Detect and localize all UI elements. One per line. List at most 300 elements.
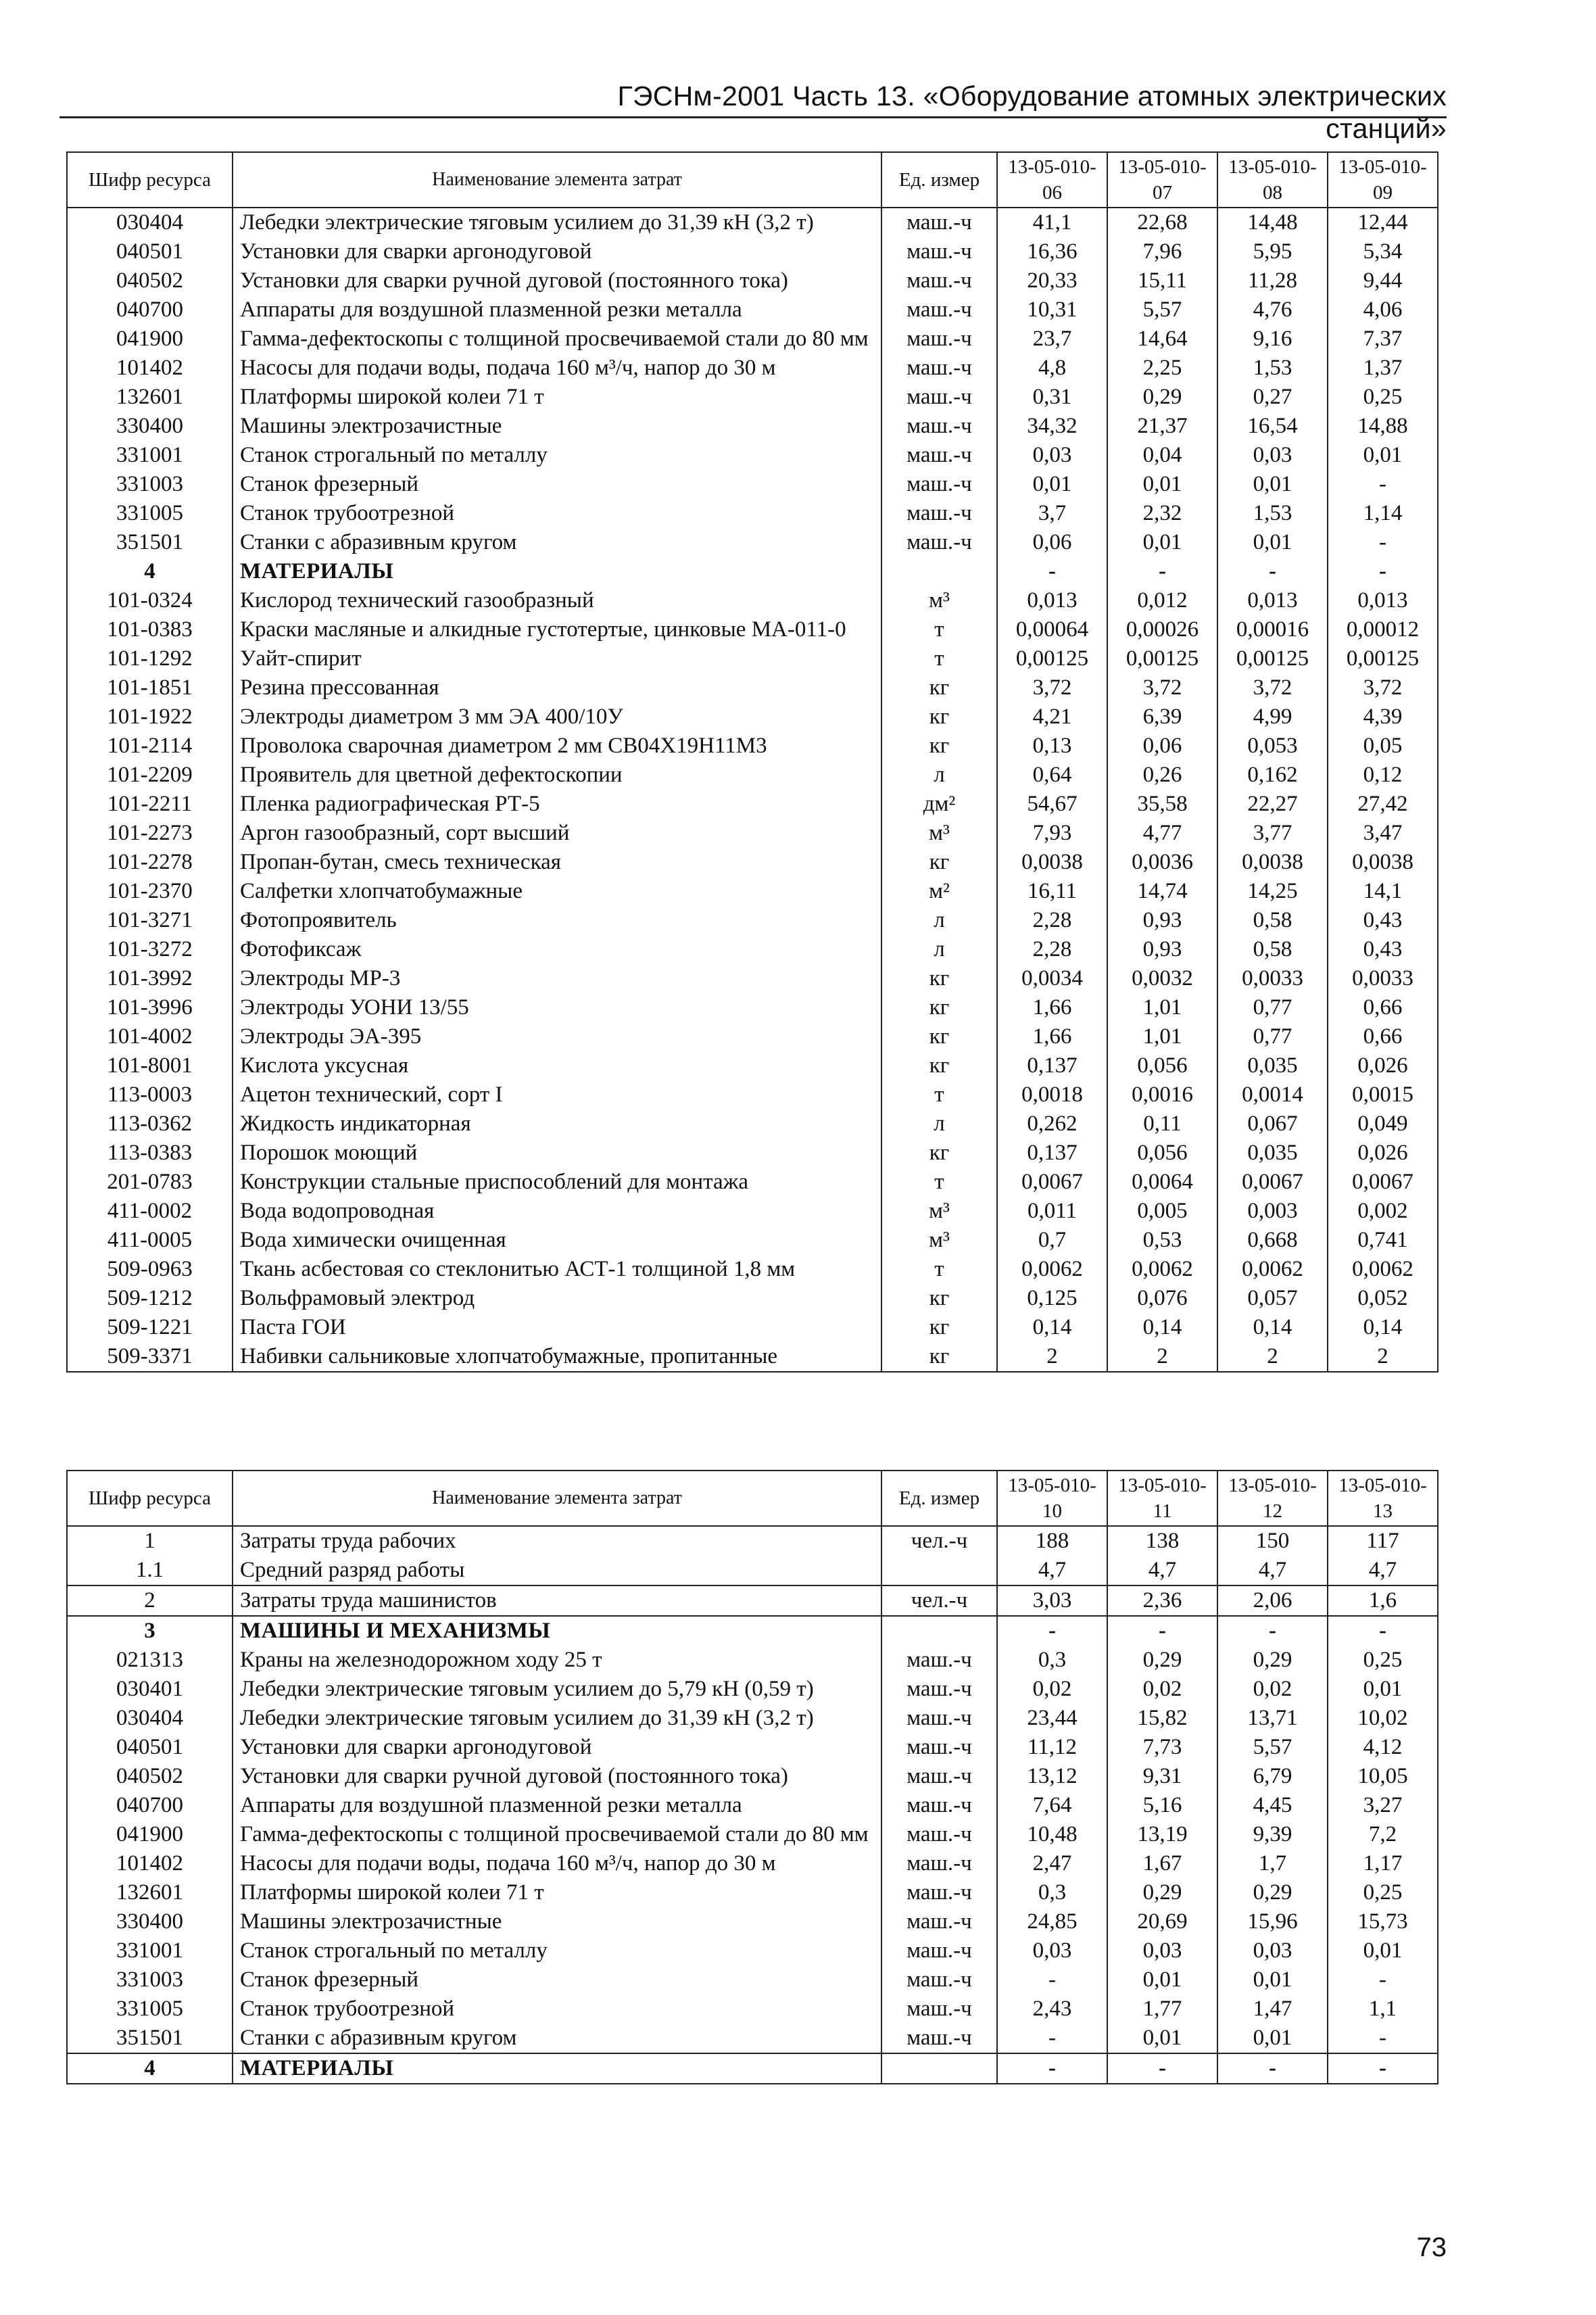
value-cell: 3,72	[997, 673, 1107, 702]
value-cell: 0,053	[1217, 732, 1328, 761]
resource-code: 101402	[67, 354, 233, 383]
resource-code: 040700	[67, 295, 233, 325]
unit-cell: чел.-ч	[881, 1585, 997, 1616]
value-cell: 0,05	[1328, 732, 1438, 761]
value-cell: 3,03	[997, 1585, 1107, 1616]
value-cell: 0,005	[1107, 1197, 1217, 1226]
value-cell: 35,58	[1107, 790, 1217, 819]
value-cell: 0,067	[1217, 1109, 1328, 1139]
unit-cell: маш.-ч	[881, 412, 997, 441]
value-cell: -	[1328, 2053, 1438, 2084]
unit-cell: маш.-ч	[881, 1646, 997, 1675]
unit-cell: кг	[881, 732, 997, 761]
resource-name: Лебедки электрические тяговым усилием до 31,39 кН (3,2 т)	[233, 1704, 881, 1733]
value-cell: 9,31	[1107, 1762, 1217, 1791]
value-cell: 0,003	[1217, 1197, 1328, 1226]
resource-name: Затраты труда машинистов	[233, 1585, 881, 1616]
table-row	[67, 1878, 1438, 1907]
value-cell: 0,035	[1217, 1139, 1328, 1168]
value-cell: 3,72	[1217, 673, 1328, 702]
value-cell: 0,125	[997, 1284, 1107, 1313]
table-row	[67, 1226, 1438, 1255]
value-cell: 0,137	[997, 1051, 1107, 1080]
unit-cell: маш.-ч	[881, 1791, 997, 1820]
value-cell: 0,01	[1107, 1965, 1217, 1995]
resource-name: Уайт-спирит	[233, 644, 881, 673]
value-cell: 3,77	[1217, 819, 1328, 848]
value-cell: 0,03	[1217, 441, 1328, 470]
resource-name: Проволока сварочная диаметром 2 мм СВ04Х19Н11М3	[233, 732, 881, 761]
value-cell: -	[1217, 1616, 1328, 1646]
column-header-code: Шифр ресурса	[67, 1471, 233, 1526]
value-cell: 2	[1107, 1342, 1217, 1372]
resource-name: Вода водопроводная	[233, 1197, 881, 1226]
column-header-unit: Ед. измер	[881, 1471, 997, 1526]
table-row	[67, 499, 1438, 528]
value-cell: 188	[997, 1526, 1107, 1556]
value-cell: 20,33	[997, 266, 1107, 295]
value-cell: 0,27	[1217, 383, 1328, 412]
value-cell: 0,002	[1328, 1197, 1438, 1226]
value-cell: 0,026	[1328, 1051, 1438, 1080]
table-row	[67, 1936, 1438, 1965]
value-cell: 0,01	[1107, 528, 1217, 557]
value-cell: 5,34	[1328, 237, 1438, 266]
unit-cell: м³	[881, 1197, 997, 1226]
value-cell: 0,25	[1328, 1646, 1438, 1675]
value-cell: 0,0018	[997, 1080, 1107, 1109]
value-cell: 1,01	[1107, 1022, 1217, 1051]
value-cell: 0,668	[1217, 1226, 1328, 1255]
resource-code: 351501	[67, 2024, 233, 2053]
resource-name: Ткань асбестовая со стеклонитью АСТ-1 толщиной 1,8 мм	[233, 1255, 881, 1284]
value-cell: 0,43	[1328, 906, 1438, 935]
value-cell: 4,99	[1217, 702, 1328, 732]
value-cell: 1,66	[997, 1022, 1107, 1051]
resource-code: 509-0963	[67, 1255, 233, 1284]
value-cell: 16,11	[997, 877, 1107, 906]
value-cell: 2,47	[997, 1849, 1107, 1878]
resource-name: Аппараты для воздушной плазменной резки металла	[233, 1791, 881, 1820]
value-cell: 0,00125	[1328, 644, 1438, 673]
unit-cell	[881, 1556, 997, 1585]
table-row	[67, 586, 1438, 615]
value-cell: 3,72	[1107, 673, 1217, 702]
unit-cell: кг	[881, 1342, 997, 1372]
value-cell: 0,66	[1328, 993, 1438, 1022]
value-cell: 0,013	[1328, 586, 1438, 615]
resource-code: 351501	[67, 528, 233, 557]
table-row	[67, 1284, 1438, 1313]
table-row	[67, 1646, 1438, 1675]
resource-name: Станок трубоотрезной	[233, 499, 881, 528]
value-cell: 0,076	[1107, 1284, 1217, 1313]
table-row	[67, 1965, 1438, 1995]
table-row	[67, 993, 1438, 1022]
table-row	[67, 1585, 1438, 1616]
table-row	[67, 1051, 1438, 1080]
value-cell: 0,011	[997, 1197, 1107, 1226]
value-cell: 5,95	[1217, 237, 1328, 266]
table-body	[67, 208, 1438, 1372]
column-header-norm-code: 13-05-010-09	[1328, 152, 1438, 208]
value-cell: 0,0014	[1217, 1080, 1328, 1109]
resource-code: 132601	[67, 1878, 233, 1907]
resource-name: Набивки сальниковые хлопчатобумажные, пропитанные	[233, 1342, 881, 1372]
value-cell: 2,32	[1107, 499, 1217, 528]
unit-cell: маш.-ч	[881, 441, 997, 470]
table-row	[67, 325, 1438, 354]
resource-name: Резина прессованная	[233, 673, 881, 702]
value-cell: 0,01	[1217, 528, 1328, 557]
unit-cell: маш.-ч	[881, 1704, 997, 1733]
value-cell: 4,76	[1217, 295, 1328, 325]
table-row	[67, 877, 1438, 906]
table-row	[67, 964, 1438, 993]
resource-code: 331003	[67, 1965, 233, 1995]
value-cell: 0,0067	[1217, 1168, 1328, 1197]
value-cell: 0,0067	[997, 1168, 1107, 1197]
value-cell: 0,262	[997, 1109, 1107, 1139]
resource-code: 101-0383	[67, 615, 233, 644]
value-cell: 14,48	[1217, 208, 1328, 237]
resource-code: 101-2273	[67, 819, 233, 848]
unit-cell: маш.-ч	[881, 528, 997, 557]
resource-name: Станки с абразивным кругом	[233, 528, 881, 557]
value-cell: 0,93	[1107, 935, 1217, 964]
value-cell: 13,71	[1217, 1704, 1328, 1733]
value-cell: 15,96	[1217, 1907, 1328, 1936]
resource-name: Средний разряд работы	[233, 1556, 881, 1585]
value-cell: -	[997, 2024, 1107, 2053]
value-cell: 7,73	[1107, 1733, 1217, 1762]
unit-cell: маш.-ч	[881, 1762, 997, 1791]
table-row	[67, 266, 1438, 295]
value-cell: -	[997, 1965, 1107, 1995]
value-cell: 0,29	[1217, 1646, 1328, 1675]
value-cell: 1,53	[1217, 354, 1328, 383]
value-cell: 0,049	[1328, 1109, 1438, 1139]
unit-cell: маш.-ч	[881, 1849, 997, 1878]
unit-cell: кг	[881, 1313, 997, 1342]
value-cell: 0,0016	[1107, 1080, 1217, 1109]
unit-cell: кг	[881, 1284, 997, 1313]
value-cell: 11,12	[997, 1733, 1107, 1762]
unit-cell: маш.-ч	[881, 470, 997, 499]
unit-cell: маш.-ч	[881, 237, 997, 266]
resource-name: Краски масляные и алкидные густотертые, цинковые МА-011-0	[233, 615, 881, 644]
value-cell: 0,012	[1107, 586, 1217, 615]
value-cell: 0,013	[997, 586, 1107, 615]
value-cell: 5,57	[1107, 295, 1217, 325]
value-cell: 0,7	[997, 1226, 1107, 1255]
unit-cell: м³	[881, 586, 997, 615]
value-cell: 9,39	[1217, 1820, 1328, 1849]
value-cell: 12,44	[1328, 208, 1438, 237]
unit-cell: кг	[881, 964, 997, 993]
section-row	[67, 1616, 1438, 1646]
value-cell: 4,7	[1217, 1556, 1328, 1585]
value-cell: 2,28	[997, 935, 1107, 964]
resource-code: 509-1221	[67, 1313, 233, 1342]
value-cell: 1,77	[1107, 1995, 1217, 2024]
table-row	[67, 208, 1438, 237]
value-cell: 0,0038	[1217, 848, 1328, 877]
value-cell: 15,82	[1107, 1704, 1217, 1733]
table-row	[67, 470, 1438, 499]
table-row	[67, 1139, 1438, 1168]
value-cell: 0,01	[1217, 2024, 1328, 2053]
resource-table-2	[66, 1470, 1438, 2084]
value-cell: 0,00064	[997, 615, 1107, 644]
value-cell: 0,03	[1107, 1936, 1217, 1965]
table-row	[67, 1791, 1438, 1820]
resource-name: Электроды диаметром 3 мм ЭА 400/10У	[233, 702, 881, 732]
value-cell: 14,88	[1328, 412, 1438, 441]
value-cell: -	[997, 2053, 1107, 2084]
column-header-norm-code: 13-05-010-13	[1328, 1471, 1438, 1526]
resource-name: Машины электрозачистные	[233, 412, 881, 441]
value-cell: 9,44	[1328, 266, 1438, 295]
unit-cell: м³	[881, 1226, 997, 1255]
resource-code: 331005	[67, 499, 233, 528]
table-row	[67, 1526, 1438, 1556]
table-row	[67, 1255, 1438, 1284]
resource-name: Краны на железнодорожном ходу 25 т	[233, 1646, 881, 1675]
column-header-norm-code: 13-05-010-07	[1107, 152, 1217, 208]
resource-code: 101-8001	[67, 1051, 233, 1080]
resource-code: 2	[67, 1585, 233, 1616]
resource-name: Станок фрезерный	[233, 470, 881, 499]
resource-code: 101-0324	[67, 586, 233, 615]
value-cell: 0,01	[1217, 470, 1328, 499]
value-cell: 0,58	[1217, 906, 1328, 935]
unit-cell: кг	[881, 673, 997, 702]
resource-code: 1	[67, 1526, 233, 1556]
table-row	[67, 1675, 1438, 1704]
value-cell: 0,01	[1217, 1965, 1328, 1995]
value-cell: 0,00026	[1107, 615, 1217, 644]
table-row	[67, 1342, 1438, 1372]
value-cell: 7,93	[997, 819, 1107, 848]
value-cell: 0,052	[1328, 1284, 1438, 1313]
resource-code: 411-0002	[67, 1197, 233, 1226]
value-cell: 0,0036	[1107, 848, 1217, 877]
table-row	[67, 761, 1438, 790]
value-cell: 0,03	[997, 1936, 1107, 1965]
value-cell: 4,12	[1328, 1733, 1438, 1762]
table-row	[67, 1849, 1438, 1878]
resource-code: 030401	[67, 1675, 233, 1704]
value-cell: 41,1	[997, 208, 1107, 237]
resource-name: Станок фрезерный	[233, 1965, 881, 1995]
resource-code: 040700	[67, 1791, 233, 1820]
value-cell: 2	[1328, 1342, 1438, 1372]
resource-code: 1.1	[67, 1556, 233, 1585]
value-cell: 0,03	[997, 441, 1107, 470]
resource-name: Ацетон технический, сорт I	[233, 1080, 881, 1109]
value-cell: -	[1328, 1965, 1438, 1995]
value-cell: 0,12	[1328, 761, 1438, 790]
resource-code: 040501	[67, 237, 233, 266]
resource-name: Установки для сварки ручной дуговой (постоянного тока)	[233, 1762, 881, 1791]
value-cell: 138	[1107, 1526, 1217, 1556]
value-cell: -	[997, 1616, 1107, 1646]
unit-cell: чел.-ч	[881, 1526, 997, 1556]
value-cell: 2,25	[1107, 354, 1217, 383]
resource-name: Конструкции стальные приспособлений для монтажа	[233, 1168, 881, 1197]
value-cell: 4,8	[997, 354, 1107, 383]
resource-code: 040501	[67, 1733, 233, 1762]
value-cell: -	[1328, 1616, 1438, 1646]
value-cell: 1,01	[1107, 993, 1217, 1022]
value-cell: 23,44	[997, 1704, 1107, 1733]
table-row	[67, 1168, 1438, 1197]
unit-cell: маш.-ч	[881, 325, 997, 354]
unit-cell: кг	[881, 702, 997, 732]
unit-cell: кг	[881, 1051, 997, 1080]
value-cell: 0,01	[1107, 2024, 1217, 2053]
value-cell: 0,29	[1107, 383, 1217, 412]
value-cell: 0,056	[1107, 1051, 1217, 1080]
resource-code: 041900	[67, 325, 233, 354]
value-cell: 13,12	[997, 1762, 1107, 1791]
value-cell: 0,162	[1217, 761, 1328, 790]
table-row	[67, 673, 1438, 702]
unit-cell	[881, 2053, 997, 2084]
value-cell: 16,54	[1217, 412, 1328, 441]
value-cell: -	[1328, 470, 1438, 499]
value-cell: -	[1217, 2053, 1328, 2084]
value-cell: 0,29	[1107, 1878, 1217, 1907]
resource-code: 330400	[67, 1907, 233, 1936]
resource-name: Станки с абразивным кругом	[233, 2024, 881, 2053]
resource-code: 101-2209	[67, 761, 233, 790]
value-cell: 0,013	[1217, 586, 1328, 615]
unit-cell: л	[881, 761, 997, 790]
unit-cell: маш.-ч	[881, 1907, 997, 1936]
unit-cell: маш.-ч	[881, 2024, 997, 2053]
table-row	[67, 906, 1438, 935]
column-header-name: Наименование элемента затрат	[233, 1471, 881, 1526]
resource-table-1	[66, 151, 1438, 1373]
resource-code: 101-2211	[67, 790, 233, 819]
value-cell: 0,00125	[997, 644, 1107, 673]
value-cell: 7,37	[1328, 325, 1438, 354]
unit-cell	[881, 1616, 997, 1646]
unit-cell: маш.-ч	[881, 1995, 997, 2024]
table-row	[67, 1762, 1438, 1791]
resource-code: 101-3272	[67, 935, 233, 964]
value-cell: 22,27	[1217, 790, 1328, 819]
value-cell: 0,43	[1328, 935, 1438, 964]
value-cell: 4,7	[1107, 1556, 1217, 1585]
resource-name: Кислород технический газообразный	[233, 586, 881, 615]
value-cell: 10,31	[997, 295, 1107, 325]
value-cell: 0,58	[1217, 935, 1328, 964]
value-cell: -	[1217, 557, 1328, 586]
value-cell: 0,00016	[1217, 615, 1328, 644]
table-row	[67, 1733, 1438, 1762]
value-cell: 23,7	[997, 325, 1107, 354]
table-row	[67, 1109, 1438, 1139]
column-header-code: Шифр ресурса	[67, 152, 233, 208]
resource-name: Станок строгальный по металлу	[233, 441, 881, 470]
value-cell: 0,25	[1328, 1878, 1438, 1907]
table-row	[67, 732, 1438, 761]
section-row	[67, 557, 1438, 586]
value-cell: 15,73	[1328, 1907, 1438, 1936]
column-header-norm-code: 13-05-010-06	[997, 152, 1107, 208]
table-row	[67, 935, 1438, 964]
unit-cell: маш.-ч	[881, 499, 997, 528]
table-row	[67, 383, 1438, 412]
unit-cell: т	[881, 1080, 997, 1109]
resource-name: Пленка радиографическая РТ-5	[233, 790, 881, 819]
value-cell: 0,02	[1107, 1675, 1217, 1704]
unit-cell: дм²	[881, 790, 997, 819]
value-cell: 4,06	[1328, 295, 1438, 325]
resource-name: МАТЕРИАЛЫ	[233, 2053, 881, 2084]
resource-code: 331005	[67, 1995, 233, 2024]
table-row	[67, 295, 1438, 325]
value-cell: 1,37	[1328, 354, 1438, 383]
value-cell: 0,0062	[1328, 1255, 1438, 1284]
value-cell: 0,29	[1217, 1878, 1328, 1907]
page-header-title: ГЭСНм-2001 Часть 13. «Оборудование атомных электрических станций»	[617, 80, 1447, 144]
resource-code: 3	[67, 1616, 233, 1646]
resource-code: 101-2114	[67, 732, 233, 761]
value-cell: 5,16	[1107, 1791, 1217, 1820]
value-cell: 3,47	[1328, 819, 1438, 848]
value-cell: 0,0032	[1107, 964, 1217, 993]
value-cell: 0,0038	[997, 848, 1107, 877]
resource-code: 509-3371	[67, 1342, 233, 1372]
value-cell: 2,36	[1107, 1585, 1217, 1616]
table-row	[67, 615, 1438, 644]
value-cell: -	[1328, 557, 1438, 586]
value-cell: 14,1	[1328, 877, 1438, 906]
resource-code: 331001	[67, 1936, 233, 1965]
value-cell: 14,74	[1107, 877, 1217, 906]
value-cell: 0,3	[997, 1646, 1107, 1675]
resource-name: Салфетки хлопчатобумажные	[233, 877, 881, 906]
value-cell: -	[1107, 557, 1217, 586]
value-cell: 0,93	[1107, 906, 1217, 935]
value-cell: 2,43	[997, 1995, 1107, 2024]
value-cell: 24,85	[997, 1907, 1107, 1936]
resource-code: 201-0783	[67, 1168, 233, 1197]
resource-code: 113-0383	[67, 1139, 233, 1168]
column-header-unit: Ед. измер	[881, 152, 997, 208]
resource-name: Гамма-дефектоскопы с толщиной просвечиваемой стали до 80 мм	[233, 1820, 881, 1849]
value-cell: -	[997, 557, 1107, 586]
resource-name: Аппараты для воздушной плазменной резки металла	[233, 295, 881, 325]
value-cell: 1,6	[1328, 1585, 1438, 1616]
resource-code: 101-1851	[67, 673, 233, 702]
unit-cell: маш.-ч	[881, 383, 997, 412]
value-cell: -	[1328, 2024, 1438, 2053]
resource-name: Электроды УОНИ 13/55	[233, 993, 881, 1022]
resource-name: Вольфрамовый электрод	[233, 1284, 881, 1313]
unit-cell: маш.-ч	[881, 1733, 997, 1762]
unit-cell: м²	[881, 877, 997, 906]
table-row	[67, 237, 1438, 266]
resource-name: Проявитель для цветной дефектоскопии	[233, 761, 881, 790]
unit-cell: маш.-ч	[881, 208, 997, 237]
unit-cell: кг	[881, 1139, 997, 1168]
table-row	[67, 412, 1438, 441]
